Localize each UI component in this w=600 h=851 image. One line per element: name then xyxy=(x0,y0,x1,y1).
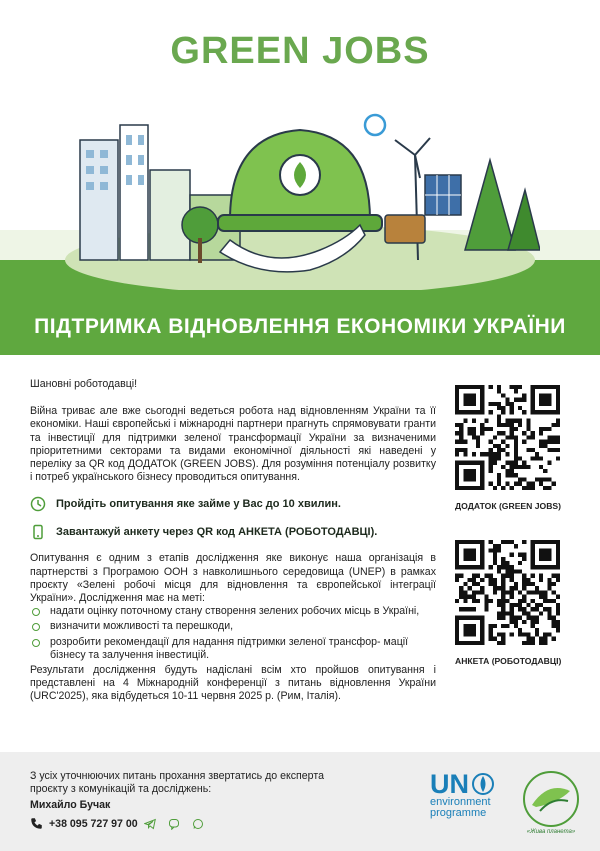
green-economy-illustration xyxy=(60,100,540,290)
qr-survey-caption: АНКЕТА (РОБОТОДАВЦІ) xyxy=(455,656,562,666)
un-line1: environment xyxy=(430,796,491,808)
intro-paragraph: Війна триває але вже сьогодні ведеться робота над відновленням України та її економіки. Наші європейські і міжнародні партнери прагнуть спрямовувати гранти та інвестиції для підтримки зеленої трансформації України за визначеними пріоритетними секторами та видами економічної діяльності які наведені у переліку за QR код ДОДАТОК (GREEN JOBS). Для розуміння потенціалу розвитку і потреб українського бізнесу проводиться опитування. xyxy=(30,405,436,484)
qr-code-survey[interactable] xyxy=(455,540,560,645)
survey-time-callout xyxy=(30,496,436,512)
clock-icon xyxy=(30,496,46,512)
list-item: розробити рекомендації для надання підтримки зеленої трансфор- мації бізнесу та залучення інвестицій. xyxy=(30,636,436,662)
eco-logo-name: «Жива планета» xyxy=(526,829,576,835)
phone-icon xyxy=(30,524,46,540)
list-item: надати оцінку поточному стану створення зелених робочих місць в Україні, xyxy=(30,605,436,618)
phone-call-icon xyxy=(30,817,43,830)
footer xyxy=(0,752,600,851)
un-emblem-icon xyxy=(471,772,495,796)
research-paragraph: Опитування є одним з етапів дослідження яке виконує наша організація в партнерстві з Програмою ООН з навколишнього середовища (UNEP) в рамках проєкту «Зелені робочі місця для відновлення та європейської інтеграції України». Дослідження має на меті: xyxy=(30,552,436,605)
un-mark: UN xyxy=(430,769,469,799)
greeting: Шановні роботодавці! xyxy=(30,378,138,390)
contact-phone[interactable]: +38 095 727 97 00 xyxy=(49,817,138,830)
download-text: Завантажуй анкету через QR код АНКЕТА (РОБОТОДАВЦІ). xyxy=(56,525,378,538)
un-line2: programme xyxy=(430,807,487,819)
contact-name: Михайло Бучак xyxy=(30,799,111,811)
contact-phone-row xyxy=(30,817,210,830)
unep-logo xyxy=(430,771,505,833)
qr-survey-block xyxy=(455,540,560,666)
page-title: GREEN JOBS xyxy=(170,30,430,72)
telegram-icon[interactable] xyxy=(144,818,156,830)
whatsapp-icon[interactable] xyxy=(192,818,204,830)
list-item: визначити можливості та перешкоди, xyxy=(30,620,436,633)
contact-text: З усіх уточнюючих питань прохання звертатись до експерта проєкту з комунікацій та досліджень: xyxy=(30,770,324,795)
goals-list xyxy=(30,605,436,662)
qr-code-appendix[interactable] xyxy=(455,385,560,490)
page-subtitle: ПІДТРИМКА ВІДНОВЛЕННЯ ЕКОНОМІКИ УКРАЇНИ xyxy=(34,315,566,338)
qr-appendix-caption: ДОДАТОК (GREEN JOBS) xyxy=(455,501,562,511)
viber-icon[interactable] xyxy=(168,818,180,830)
results-paragraph: Результати дослідження будуть надіслані всім хто пройшов опитування і представлені на 4 Міжнародній конференції з питань відновлення України (URC'2025), яка відбудеться 10-11 червня 2025 р. (Рим, Італія). xyxy=(30,664,436,703)
download-callout xyxy=(30,524,436,540)
zhyva-planeta-logo xyxy=(518,767,584,837)
main-content xyxy=(30,378,436,716)
survey-time-text: Пройдіть опитування яке займе у Вас до 10 хвилин. xyxy=(56,497,341,510)
hero-banner xyxy=(0,0,600,355)
qr-appendix-block xyxy=(455,385,560,511)
